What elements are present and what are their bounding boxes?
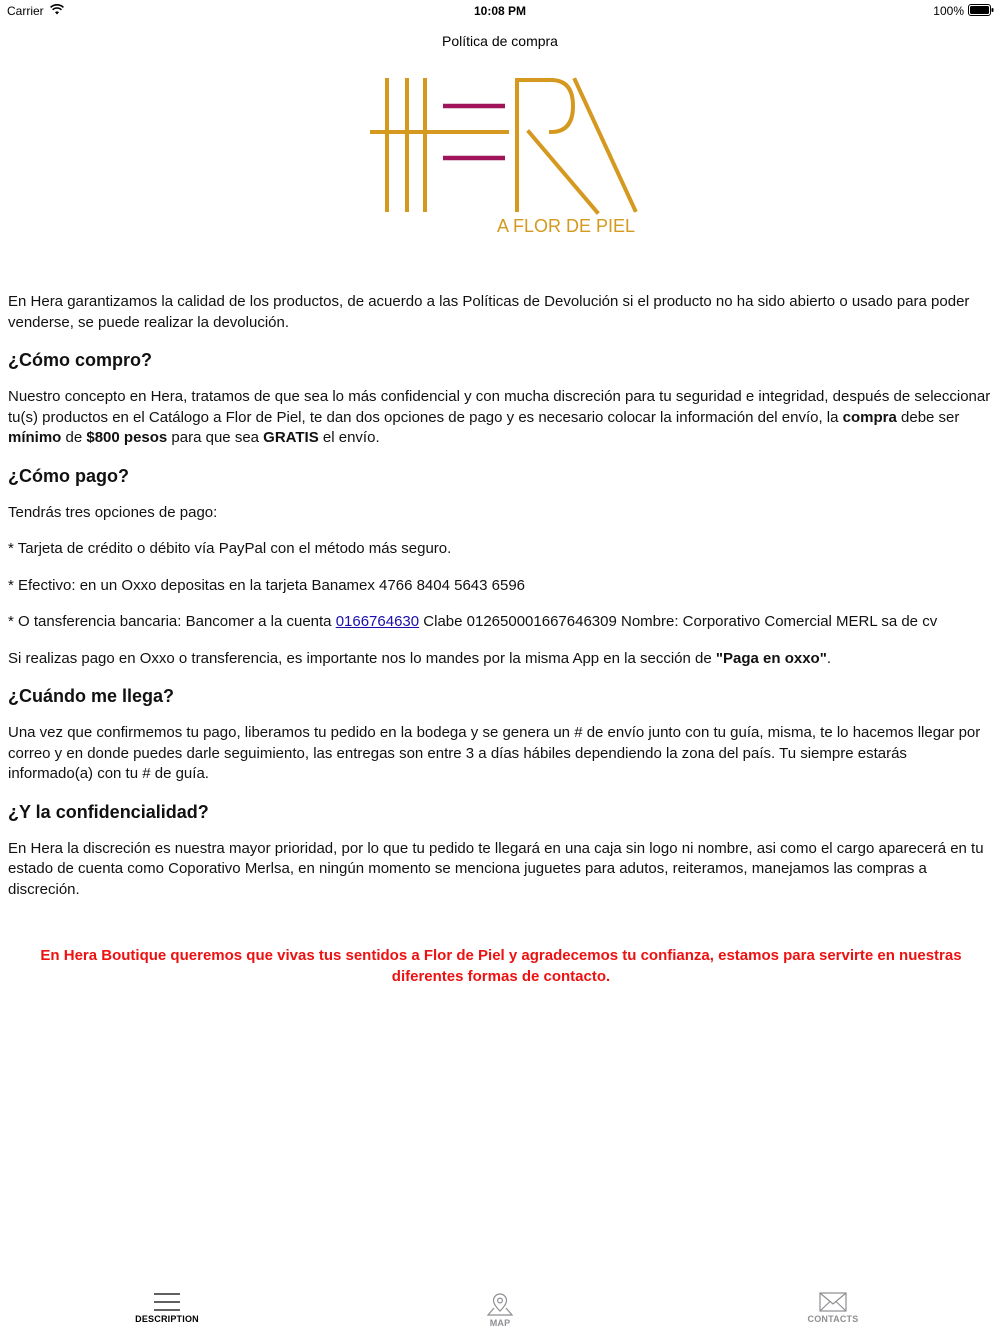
pago-intro: Tendrás tres opciones de pago: <box>8 503 218 521</box>
envelope-icon <box>819 1292 847 1312</box>
pago-note: Si realizas pago en Oxxo o transferencia, es importante nos lo mandes por la misma App en la sección de "Paga en oxxo". <box>8 649 831 667</box>
heading-cuando-llega: ¿Cuándo me llega? <box>8 686 175 706</box>
tab-contacts[interactable] <box>733 1284 933 1334</box>
page-title: Política de compra <box>442 33 558 49</box>
clock: 10:08 PM <box>473 4 527 18</box>
como-compro-paragraph: Nuestro concepto en Hera, tratamos de que sea lo más confidencial y con mucha discreción para tu seguridad e integridad, después de seleccionar tu(s) productos en el Catálogo a Flor de Piel, te dan dos opciones de pago y es necesario colocar la información del envío, la compra debe ser mínimo de $800 pesos para que sea GRATIS el envío. <box>8 388 991 446</box>
map-pin-icon <box>487 1292 513 1316</box>
hera-logo <box>365 72 640 242</box>
status-bar <box>0 0 1000 22</box>
heading-como-compro: ¿Cómo compro? <box>8 350 152 370</box>
closing-message: En Hera Boutique queremos que vivas tus sentidos a Flor de Piel y agradecemos tu confianza, estamos para servirte en nuestras diferentes formas de contacto. <box>40 947 962 985</box>
logo-tagline: A FLOR DE PIEL <box>496 216 635 236</box>
pago-option-transfer: * O tansferencia bancaria: Bancomer a la cuenta 0166764630 Clabe 012650001667646309 Nombre: Corporativo Comercial MERL sa de cv <box>8 613 938 630</box>
pago-option-oxxo: * Efectivo: en un Oxxo depositas en la tarjeta Banamex 4766 8404 5643 6596 <box>8 576 526 594</box>
tab-description-label: DESCRIPTION <box>135 1314 199 1324</box>
carrier-label: Carrier <box>7 4 44 18</box>
tab-bar <box>0 1284 1000 1334</box>
heading-confidencialidad: ¿Y la confidencialidad? <box>8 801 209 822</box>
intro-paragraph: En Hera garantizamos la calidad de los productos, de acuerdo a las Políticas de Devolución si el producto no ha sido abierto o usado para poder venderse, se puede realizar la devolución. <box>8 293 970 331</box>
heading-como-pago: ¿Cómo pago? <box>8 465 129 486</box>
policy-content <box>8 292 994 1003</box>
tab-contacts-label: CONTACTS <box>807 1314 859 1324</box>
account-number-link[interactable]: 0166764630 <box>335 613 420 630</box>
tab-map[interactable] <box>400 1284 600 1334</box>
menu-lines-icon <box>153 1292 181 1312</box>
battery-icon <box>968 4 994 16</box>
cuando-llega-paragraph: Una vez que confirmemos tu pago, liberamos tu pedido en la bodega y se genera un # de envío junto con tu guía, misma, te lo hacemos llegar por correo y en donde puedes darle seguimiento, las entregas son entre 3 a días hábiles dependiendo la zona del país. Tu siempre estarás informado(a) con tu # de guía. <box>8 724 981 782</box>
battery-percent: 100% <box>933 4 964 18</box>
tab-description[interactable] <box>67 1284 267 1334</box>
tab-map-label: MAP <box>489 1318 511 1328</box>
confidencialidad-paragraph: En Hera la discreción es nuestra mayor prioridad, por lo que tu pedido te llegará en una caja sin logo ni nombre, asi como el cargo aparecerá en tu estado de cuenta como Coporativo Merlsa, en ningún momento se menciona juguetes para adutos, reiteramos, manejamos las compras a discreción. <box>8 839 984 898</box>
pago-option-paypal: * Tarjeta de crédito o débito vía PayPal con el método más seguro. <box>8 540 452 557</box>
